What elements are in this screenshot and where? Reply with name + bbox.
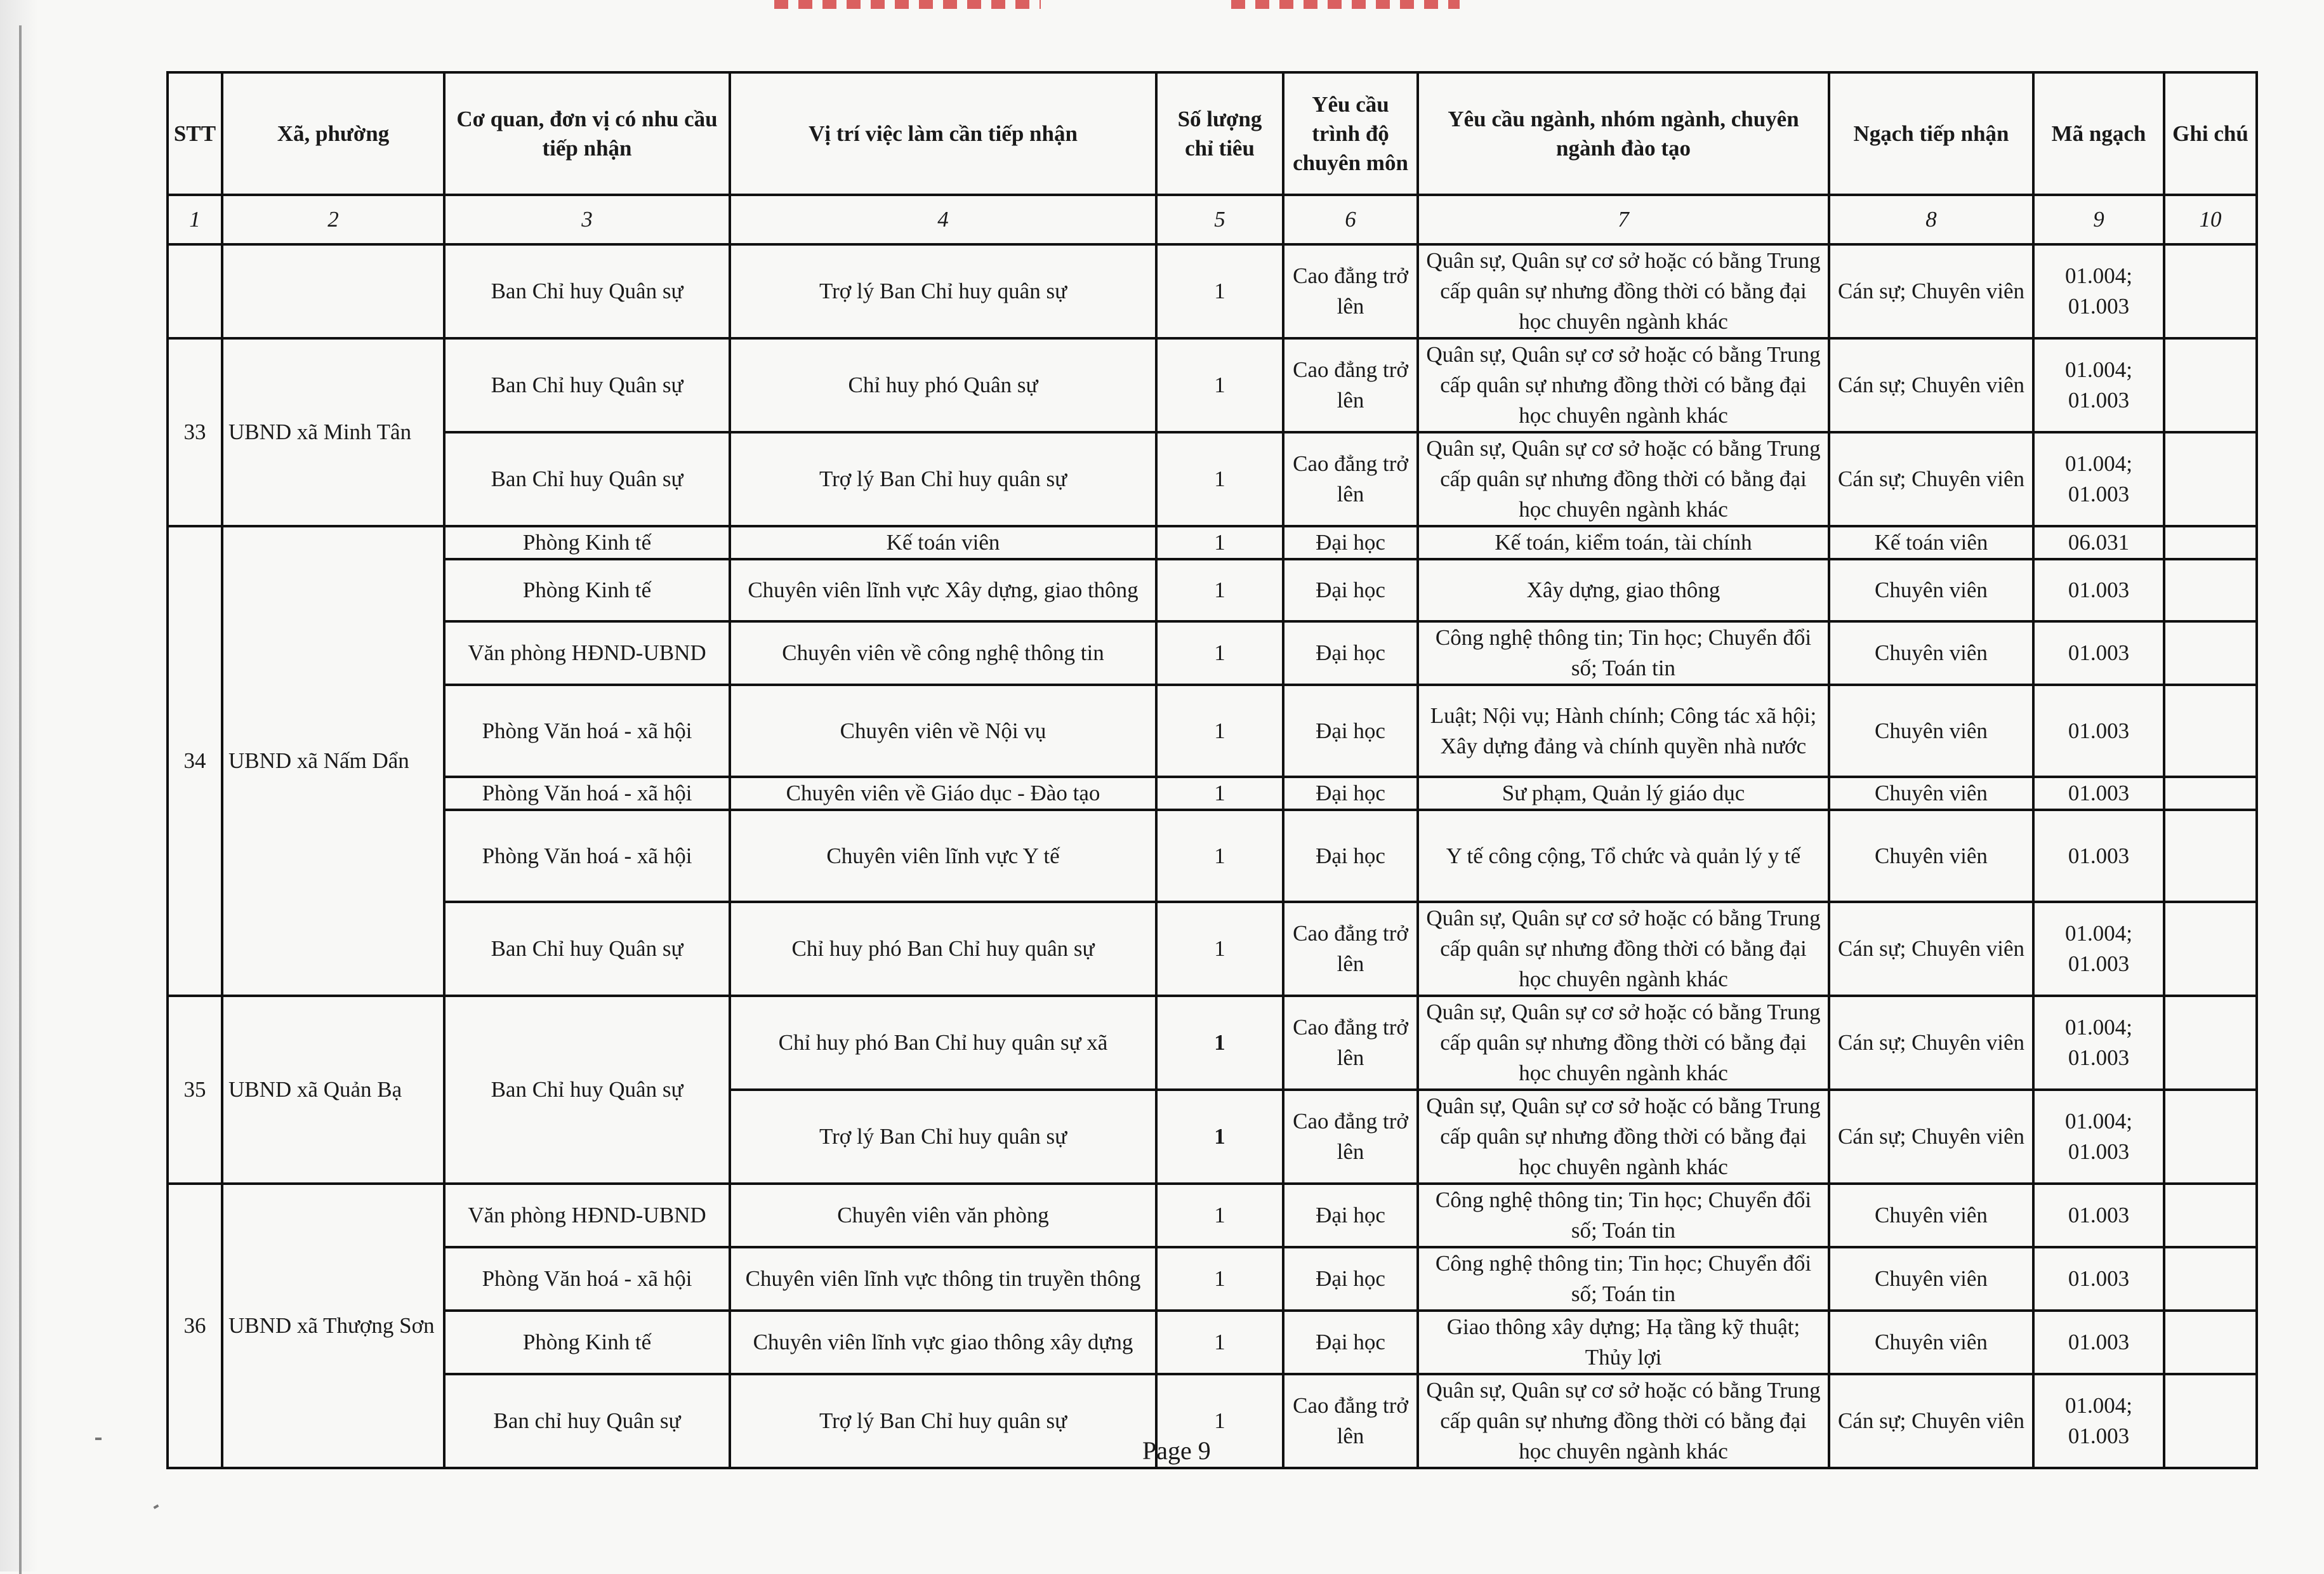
co-quan-cell: Ban Chỉ huy Quân sự bbox=[444, 432, 730, 526]
trinh-do-cell: Cao đẳng trở lên bbox=[1283, 244, 1418, 338]
ngach-cell: Chuyên viên bbox=[1829, 559, 2033, 621]
trinh-do-cell: Cao đẳng trở lên bbox=[1283, 338, 1418, 432]
table-row bbox=[168, 1374, 2257, 1468]
table-row bbox=[168, 810, 2257, 902]
ma-ngach-cell: 01.004; 01.003 bbox=[2033, 432, 2164, 526]
ma-ngach-cell: 01.004; 01.003 bbox=[2033, 996, 2164, 1090]
ngach-cell: Chuyên viên bbox=[1829, 1247, 2033, 1311]
nganh-cell: Luật; Nội vụ; Hành chính; Công tác xã hội; Xây dựng đảng và chính quyền nhà nước bbox=[1418, 685, 1829, 777]
ma-ngach-cell: 01.004; 01.003 bbox=[2033, 1374, 2164, 1468]
vi-tri-cell: Chỉ huy phó Quân sự bbox=[730, 338, 1156, 432]
header-ghi-chu: Ghi chú bbox=[2164, 72, 2257, 195]
ma-ngach-cell: 01.003 bbox=[2033, 777, 2164, 810]
ghi-chu-cell bbox=[2164, 244, 2257, 338]
ma-ngach-cell: 01.003 bbox=[2033, 621, 2164, 685]
header-ngach: Ngạch tiếp nhận bbox=[1829, 72, 2033, 195]
co-quan-cell: Ban Chỉ huy Quân sự bbox=[444, 902, 730, 996]
nganh-cell: Quân sự, Quân sự cơ sở hoặc có bằng Trung cấp quân sự nhưng đồng thời có bằng đại học chuyên ngành khác bbox=[1418, 902, 1829, 996]
co-quan-cell: Phòng Văn hoá - xã hội bbox=[444, 685, 730, 777]
nganh-cell: Xây dựng, giao thông bbox=[1418, 559, 1829, 621]
so-luong-cell: 1 bbox=[1156, 1374, 1283, 1468]
header-xa-phuong: Xã, phường bbox=[222, 72, 444, 195]
so-luong-cell: 1 bbox=[1156, 996, 1283, 1090]
ngach-cell: Cán sự; Chuyên viên bbox=[1829, 432, 2033, 526]
nganh-cell: Quân sự, Quân sự cơ sở hoặc có bằng Trung cấp quân sự nhưng đồng thời có bằng đại học chuyên ngành khác bbox=[1418, 1090, 1829, 1184]
table-row bbox=[168, 777, 2257, 810]
co-quan-cell: Ban Chỉ huy Quân sự bbox=[444, 338, 730, 432]
page-number: Page 9 bbox=[1142, 1436, 1211, 1465]
ghi-chu-cell bbox=[2164, 338, 2257, 432]
xa-cell: UBND xã Thượng Sơn bbox=[222, 1184, 444, 1468]
trinh-do-cell: Đại học bbox=[1283, 1311, 1418, 1374]
ghi-chu-cell bbox=[2164, 1247, 2257, 1311]
ma-ngach-cell: 01.003 bbox=[2033, 559, 2164, 621]
table-row bbox=[168, 996, 2257, 1090]
co-quan-cell: Phòng Kinh tế bbox=[444, 526, 730, 559]
table-row bbox=[168, 1311, 2257, 1374]
col-number: 1 bbox=[168, 195, 222, 244]
xa-cell: UBND xã Nấm Dẩn bbox=[222, 526, 444, 996]
ma-ngach-cell: 01.004; 01.003 bbox=[2033, 1090, 2164, 1184]
header-row bbox=[168, 72, 2257, 195]
nganh-cell: Quân sự, Quân sự cơ sở hoặc có bằng Trung cấp quân sự nhưng đồng thời có bằng đại học chuyên ngành khác bbox=[1418, 1374, 1829, 1468]
ngach-cell: Cán sự; Chuyên viên bbox=[1829, 244, 2033, 338]
vi-tri-cell: Trợ lý Ban Chỉ huy quân sự bbox=[730, 244, 1156, 338]
so-luong-cell: 1 bbox=[1156, 244, 1283, 338]
nganh-cell: Kế toán, kiểm toán, tài chính bbox=[1418, 526, 1829, 559]
trinh-do-cell: Đại học bbox=[1283, 777, 1418, 810]
ma-ngach-cell: 01.003 bbox=[2033, 1311, 2164, 1374]
ngach-cell: Cán sự; Chuyên viên bbox=[1829, 1090, 2033, 1184]
table-row bbox=[168, 526, 2257, 559]
col-number: 3 bbox=[444, 195, 730, 244]
red-stamp-fragment bbox=[1231, 0, 1460, 9]
table-row bbox=[168, 1184, 2257, 1247]
col-number: 2 bbox=[222, 195, 444, 244]
so-luong-cell: 1 bbox=[1156, 526, 1283, 559]
column-number-row bbox=[168, 195, 2257, 244]
ngach-cell: Chuyên viên bbox=[1829, 1311, 2033, 1374]
table-row bbox=[168, 559, 2257, 621]
nganh-cell: Y tế công cộng, Tổ chức và quản lý y tế bbox=[1418, 810, 1829, 902]
ma-ngach-cell: 01.004; 01.003 bbox=[2033, 338, 2164, 432]
ma-ngach-cell: 01.004; 01.003 bbox=[2033, 244, 2164, 338]
stt-cell bbox=[168, 244, 222, 338]
trinh-do-cell: Cao đẳng trở lên bbox=[1283, 1090, 1418, 1184]
col-number: 9 bbox=[2033, 195, 2164, 244]
ma-ngach-cell: 01.003 bbox=[2033, 1247, 2164, 1311]
header-nganh: Yêu cầu ngành, nhóm ngành, chuyên ngành đào tạo bbox=[1418, 72, 1829, 195]
nganh-cell: Công nghệ thông tin; Tin học; Chuyển đổi số; Toán tin bbox=[1418, 1184, 1829, 1247]
ghi-chu-cell bbox=[2164, 432, 2257, 526]
ngach-cell: Chuyên viên bbox=[1829, 810, 2033, 902]
vi-tri-cell: Trợ lý Ban Chỉ huy quân sự bbox=[730, 1090, 1156, 1184]
table-row bbox=[168, 685, 2257, 777]
trinh-do-cell: Đại học bbox=[1283, 526, 1418, 559]
so-luong-cell: 1 bbox=[1156, 1090, 1283, 1184]
trinh-do-cell: Đại học bbox=[1283, 1184, 1418, 1247]
nganh-cell: Quân sự, Quân sự cơ sở hoặc có bằng Trung cấp quân sự nhưng đồng thời có bằng đại học chuyên ngành khác bbox=[1418, 996, 1829, 1090]
co-quan-cell: Phòng Văn hoá - xã hội bbox=[444, 1247, 730, 1311]
ghi-chu-cell bbox=[2164, 1090, 2257, 1184]
table-row bbox=[168, 244, 2257, 338]
vi-tri-cell: Kế toán viên bbox=[730, 526, 1156, 559]
nganh-cell: Công nghệ thông tin; Tin học; Chuyển đổi số; Toán tin bbox=[1418, 621, 1829, 685]
ngach-cell: Chuyên viên bbox=[1829, 1184, 2033, 1247]
so-luong-cell: 1 bbox=[1156, 1184, 1283, 1247]
header-vi-tri: Vị trí việc làm cần tiếp nhận bbox=[730, 72, 1156, 195]
so-luong-cell: 1 bbox=[1156, 685, 1283, 777]
trinh-do-cell: Đại học bbox=[1283, 810, 1418, 902]
red-stamp-fragment bbox=[774, 0, 1041, 9]
header-stt: STT bbox=[168, 72, 222, 195]
header-ma-ngach: Mã ngạch bbox=[2033, 72, 2164, 195]
ghi-chu-cell bbox=[2164, 996, 2257, 1090]
table-row bbox=[168, 338, 2257, 432]
ghi-chu-cell bbox=[2164, 685, 2257, 777]
vi-tri-cell: Chuyên viên văn phòng bbox=[730, 1184, 1156, 1247]
col-number: 4 bbox=[730, 195, 1156, 244]
nganh-cell: Công nghệ thông tin; Tin học; Chuyển đổi số; Toán tin bbox=[1418, 1247, 1829, 1311]
co-quan-cell: Phòng Kinh tế bbox=[444, 559, 730, 621]
co-quan-cell: Phòng Kinh tế bbox=[444, 1311, 730, 1374]
ghi-chu-cell bbox=[2164, 559, 2257, 621]
so-luong-cell: 1 bbox=[1156, 1311, 1283, 1374]
col-number: 7 bbox=[1418, 195, 1829, 244]
table-row bbox=[168, 902, 2257, 996]
so-luong-cell: 1 bbox=[1156, 902, 1283, 996]
ghi-chu-cell bbox=[2164, 902, 2257, 996]
recruitment-table bbox=[166, 71, 2258, 1469]
vi-tri-cell: Chuyên viên lĩnh vực Xây dựng, giao thông bbox=[730, 559, 1156, 621]
nganh-cell: Quân sự, Quân sự cơ sở hoặc có bằng Trung cấp quân sự nhưng đồng thời có bằng đại học chuyên ngành khác bbox=[1418, 338, 1829, 432]
vi-tri-cell: Chuyên viên về công nghệ thông tin bbox=[730, 621, 1156, 685]
trinh-do-cell: Đại học bbox=[1283, 685, 1418, 777]
vi-tri-cell: Chuyên viên về Giáo dục - Đào tạo bbox=[730, 777, 1156, 810]
ma-ngach-cell: 01.003 bbox=[2033, 1184, 2164, 1247]
header-so-luong: Số lượng chỉ tiêu bbox=[1156, 72, 1283, 195]
co-quan-cell: Văn phòng HĐND-UBND bbox=[444, 621, 730, 685]
vi-tri-cell: Chuyên viên lĩnh vực thông tin truyền thông bbox=[730, 1247, 1156, 1311]
ngach-cell: Cán sự; Chuyên viên bbox=[1829, 1374, 2033, 1468]
xa-cell: UBND xã Quản Bạ bbox=[222, 996, 444, 1184]
ghi-chu-cell bbox=[2164, 1184, 2257, 1247]
so-luong-cell: 1 bbox=[1156, 432, 1283, 526]
nganh-cell: Giao thông xây dựng; Hạ tầng kỹ thuật; Thủy lợi bbox=[1418, 1311, 1829, 1374]
stt-cell: 36 bbox=[168, 1184, 222, 1468]
vi-tri-cell: Trợ lý Ban Chỉ huy quân sự bbox=[730, 1374, 1156, 1468]
ngach-cell: Chuyên viên bbox=[1829, 777, 2033, 810]
trinh-do-cell: Cao đẳng trở lên bbox=[1283, 432, 1418, 526]
trinh-do-cell: Đại học bbox=[1283, 1247, 1418, 1311]
stt-cell: 34 bbox=[168, 526, 222, 996]
co-quan-cell: Ban Chỉ huy Quân sự bbox=[444, 244, 730, 338]
vi-tri-cell: Chỉ huy phó Ban Chỉ huy quân sự xã bbox=[730, 996, 1156, 1090]
trinh-do-cell: Cao đẳng trở lên bbox=[1283, 1374, 1418, 1468]
so-luong-cell: 1 bbox=[1156, 621, 1283, 685]
trinh-do-cell: Đại học bbox=[1283, 621, 1418, 685]
nganh-cell: Quân sự, Quân sự cơ sở hoặc có bằng Trung cấp quân sự nhưng đồng thời có bằng đại học chuyên ngành khác bbox=[1418, 432, 1829, 526]
ngach-cell: Chuyên viên bbox=[1829, 621, 2033, 685]
page-border-line bbox=[19, 25, 22, 1574]
so-luong-cell: 1 bbox=[1156, 559, 1283, 621]
ngach-cell: Kế toán viên bbox=[1829, 526, 2033, 559]
ghi-chu-cell bbox=[2164, 810, 2257, 902]
ngach-cell: Cán sự; Chuyên viên bbox=[1829, 338, 2033, 432]
trinh-do-cell: Cao đẳng trở lên bbox=[1283, 996, 1418, 1090]
ma-ngach-cell: 06.031 bbox=[2033, 526, 2164, 559]
vi-tri-cell: Chuyên viên về Nội vụ bbox=[730, 685, 1156, 777]
vi-tri-cell: Chuyên viên lĩnh vực giao thông xây dựng bbox=[730, 1311, 1156, 1374]
nganh-cell: Quân sự, Quân sự cơ sở hoặc có bằng Trung cấp quân sự nhưng đồng thời có bằng đại học chuyên ngành khác bbox=[1418, 244, 1829, 338]
col-number: 10 bbox=[2164, 195, 2257, 244]
so-luong-cell: 1 bbox=[1156, 810, 1283, 902]
co-quan-cell: Văn phòng HĐND-UBND bbox=[444, 1184, 730, 1247]
table-row bbox=[168, 621, 2257, 685]
ghi-chu-cell bbox=[2164, 1311, 2257, 1374]
co-quan-cell: Ban chỉ huy Quân sự bbox=[444, 1374, 730, 1468]
col-number: 5 bbox=[1156, 195, 1283, 244]
stt-cell: 35 bbox=[168, 996, 222, 1184]
header-trinh-do: Yêu cầu trình độ chuyên môn bbox=[1283, 72, 1418, 195]
table-row bbox=[168, 432, 2257, 526]
vi-tri-cell: Trợ lý Ban Chỉ huy quân sự bbox=[730, 432, 1156, 526]
col-number: 8 bbox=[1829, 195, 2033, 244]
col-number: 6 bbox=[1283, 195, 1418, 244]
nganh-cell: Sư phạm, Quản lý giáo dục bbox=[1418, 777, 1829, 810]
vi-tri-cell: Chỉ huy phó Ban Chỉ huy quân sự bbox=[730, 902, 1156, 996]
ma-ngach-cell: 01.004; 01.003 bbox=[2033, 902, 2164, 996]
xa-cell bbox=[222, 244, 444, 338]
co-quan-cell: Phòng Văn hoá - xã hội bbox=[444, 810, 730, 902]
so-luong-cell: 1 bbox=[1156, 777, 1283, 810]
header-co-quan: Cơ quan, đơn vị có nhu cầu tiếp nhận bbox=[444, 72, 730, 195]
ngach-cell: Cán sự; Chuyên viên bbox=[1829, 996, 2033, 1090]
ghi-chu-cell bbox=[2164, 777, 2257, 810]
trinh-do-cell: Đại học bbox=[1283, 559, 1418, 621]
ghi-chu-cell bbox=[2164, 1374, 2257, 1468]
scan-mark bbox=[154, 1504, 159, 1509]
scan-mark bbox=[95, 1438, 102, 1440]
so-luong-cell: 1 bbox=[1156, 338, 1283, 432]
ma-ngach-cell: 01.003 bbox=[2033, 685, 2164, 777]
table-row bbox=[168, 1247, 2257, 1311]
xa-cell: UBND xã Minh Tân bbox=[222, 338, 444, 526]
ngach-cell: Chuyên viên bbox=[1829, 685, 2033, 777]
ngach-cell: Cán sự; Chuyên viên bbox=[1829, 902, 2033, 996]
vi-tri-cell: Chuyên viên lĩnh vực Y tế bbox=[730, 810, 1156, 902]
stt-cell: 33 bbox=[168, 338, 222, 526]
ghi-chu-cell bbox=[2164, 526, 2257, 559]
co-quan-cell: Phòng Văn hoá - xã hội bbox=[444, 777, 730, 810]
trinh-do-cell: Cao đẳng trở lên bbox=[1283, 902, 1418, 996]
ghi-chu-cell bbox=[2164, 621, 2257, 685]
ma-ngach-cell: 01.003 bbox=[2033, 810, 2164, 902]
so-luong-cell: 1 bbox=[1156, 1247, 1283, 1311]
co-quan-cell: Ban Chỉ huy Quân sự bbox=[444, 996, 730, 1184]
